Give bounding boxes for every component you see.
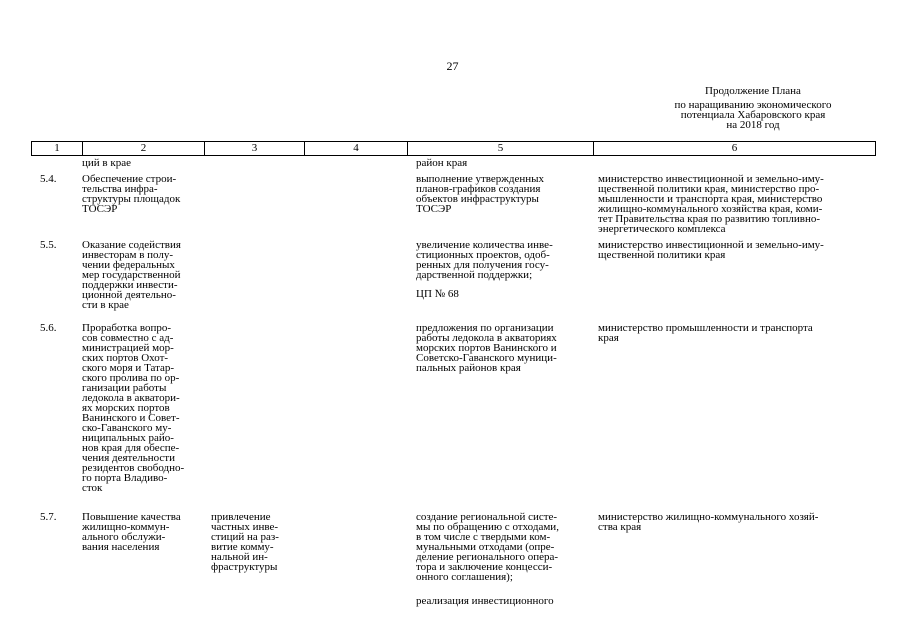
task-cell: Оказание содействия инвесторам в полу- чении федеральных мер государственной поддержки инвести- ционной деятельно- сти в крае (82, 239, 181, 311)
result-cell: увеличение количества инве- стиционных проектов, одоб- ренных для получения госу- дарственной поддержки; (416, 239, 553, 281)
task-cell: Обеспечение строи- тельства инфра- структуры площадок ТОСЭР (82, 173, 181, 215)
header-col-4: 4 (305, 142, 408, 155)
result-cell-extra: реализация инвестиционного (416, 595, 554, 607)
continuation-subtitle: по наращиванию экономического потенциала Хабаровского края на 2018 год (674, 99, 832, 131)
header-col-6: 6 (731, 142, 738, 154)
carry-cell-2: ций в крае (82, 157, 131, 169)
responsible-cell: министерство жилищно-коммунального хозяй- ства края (598, 511, 819, 533)
header-col-1: 1 (32, 142, 83, 155)
task-cell: Повышение качества жилищно-коммун- ального обслужи- вания населения (82, 511, 181, 553)
result-cell: предложения по организации работы ледокола в акваториях морских портов Ванинского и Советско-Гаванского муници- пальных районов края (416, 322, 557, 374)
task-cell: Проработка вопро- сов совместно с ад- министрацией мор- ских портов Охот- ского моря и Татар- ского пролива по ор- ганизации работы ледокола в акватори- ях морских портов Ванинского и Совет- ско-Гаванского му- ниципальных райо- нов края для обеспе- чения деятельности резидентов свободно- го порта Владиво- сток (82, 322, 185, 494)
responsible-cell: министерство промышленности и транспорта края (598, 322, 813, 344)
header-col-5: 5 (408, 142, 594, 155)
result-cell: создание региональной систе- мы по обращению с отходами, в том числе с твердыми ком- мунальными отходами (опре- деление регионального опера- тора и заключение концесси- онного соглашения); (416, 511, 559, 583)
mechanism-cell: привлечение частных инве- стиций на раз- витие комму- нальной ин- фраструктуры (211, 511, 279, 573)
row-number: 5.7. (40, 511, 57, 523)
continuation-title: Продолжение Плана (705, 85, 801, 97)
continuation-heading (643, 86, 863, 130)
responsible-cell: министерство инвестиционной и земельно-иму- щественной политики края (598, 239, 824, 261)
carry-cell-5: район края (416, 157, 468, 169)
table-header-row (31, 141, 876, 156)
result-cell: выполнение утвержденных планов-графиков создания объектов инфраструктуры ТОСЭР (416, 173, 545, 215)
page-number: 27 (446, 59, 459, 73)
row-number: 5.6. (40, 322, 57, 334)
responsible-cell: министерство инвестиционной и земельно-иму- щественной политики края, министерство про- мышленности и транспорта края, министерство жилищно-коммунального хозяйства края, коми- тет Правительства края по развитию топливно- энергетического комплекса (598, 173, 824, 235)
header-col-2: 2 (83, 142, 205, 155)
header-col-3: 3 (205, 142, 305, 155)
row-number: 5.5. (40, 239, 57, 251)
result-cell-extra: ЦП № 68 (416, 288, 459, 300)
row-number: 5.4. (40, 173, 57, 185)
